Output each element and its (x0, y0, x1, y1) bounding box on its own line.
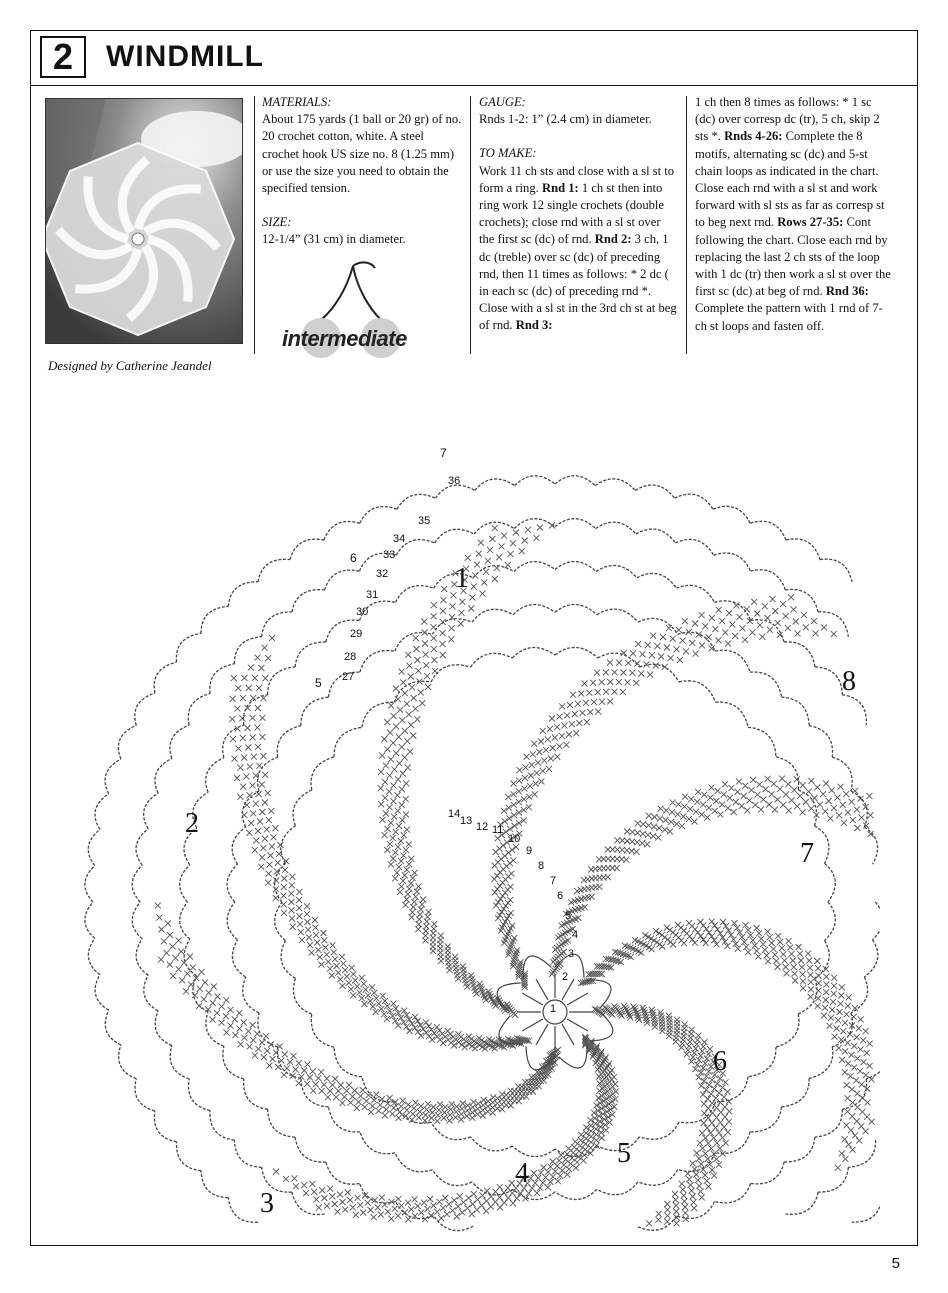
chain-loop (595, 479, 635, 491)
chain-loop (471, 653, 513, 667)
chain-loop (639, 1122, 679, 1139)
chain-loop (234, 1140, 261, 1167)
chain-loop (555, 604, 597, 614)
chain-loop (290, 539, 324, 559)
chain-loop (514, 519, 555, 529)
chain-loop (851, 791, 867, 827)
chain-loop (815, 941, 830, 979)
chain-loop (435, 529, 475, 543)
chain-loop (637, 573, 677, 588)
chain-loop (715, 650, 750, 672)
rnd2-label: Rnd 2: (594, 232, 632, 247)
chain-loop (188, 694, 210, 726)
chain-loop (818, 1167, 848, 1192)
chain-loop (864, 827, 877, 864)
chain-loop (295, 642, 326, 667)
chain-loop (825, 902, 836, 941)
chain-loop (201, 606, 228, 633)
chain-loop (784, 1137, 815, 1162)
chain-loop (514, 562, 555, 572)
column-divider (470, 96, 471, 354)
chain-loop (295, 1137, 326, 1162)
chain-loop (513, 605, 555, 615)
chain-loop (228, 1198, 258, 1223)
loop-size-label: 5 (315, 676, 322, 690)
chain-loop (136, 939, 148, 975)
chain-loop (228, 582, 258, 607)
chain-loop (223, 725, 244, 758)
loop-size-label: 7 (440, 446, 447, 460)
chain-loop (362, 702, 395, 727)
chain-loop (268, 1109, 295, 1137)
page-header (30, 30, 918, 86)
center-stitch (567, 993, 588, 1005)
chain-loop (311, 757, 334, 790)
difficulty-level: intermediate (282, 326, 407, 351)
chain-loop (135, 1079, 155, 1111)
chain-loop (716, 702, 749, 727)
doily-photo (45, 98, 243, 344)
chain-loop (180, 865, 190, 902)
round-number: 34 (393, 533, 406, 545)
motif-number: 7 (800, 838, 814, 869)
to-make-heading: TO MAKE: (479, 146, 537, 161)
round-number: 7 (550, 875, 557, 887)
chain-loop (144, 975, 158, 1011)
round-number: 1 (550, 1003, 557, 1015)
instructions-column-2 (695, 94, 895, 335)
chain-loop (268, 667, 295, 695)
chain-loop (334, 727, 362, 757)
chain-loop (809, 726, 832, 758)
round-number: 6 (557, 890, 564, 902)
chain-loop (597, 1182, 638, 1195)
chain-loop (244, 1079, 268, 1109)
motif-number: 8 (842, 666, 856, 697)
chain-loop (118, 725, 136, 759)
center-stitch (567, 1019, 588, 1031)
gauge-heading: GAUGE: (479, 95, 526, 109)
chain-loop (431, 1122, 471, 1140)
chain-loop (825, 863, 836, 902)
chain-loop (815, 667, 842, 695)
chain-loop (832, 757, 852, 791)
chain-loop (676, 585, 714, 602)
chain-loop (334, 1047, 362, 1077)
round-number: 33 (383, 549, 396, 561)
chain-loop (751, 570, 786, 590)
round-number: 10 (508, 833, 521, 845)
chain-loop (329, 1107, 361, 1132)
round-number: 35 (418, 515, 431, 527)
chain-loop (598, 653, 640, 667)
chain-loop (864, 940, 878, 977)
chain-loop (555, 1189, 597, 1199)
chain-loop (714, 553, 751, 571)
chain-loop (851, 977, 868, 1013)
chain-loop (277, 726, 301, 758)
chain-loop (597, 609, 638, 622)
chain-loop (713, 506, 750, 523)
chain-loop (281, 826, 296, 864)
chain-loop (432, 619, 472, 635)
rnds4-step: Complete the 8 motifs, alternating sc (dc) and 5-st chain loops as indicated in the chart. Close each rnd with a sl st and work forward with sl sts as far as corresp st to beg next rnd. (695, 129, 885, 230)
chain-loop (782, 697, 810, 726)
center-stitch (562, 1024, 574, 1045)
chain-loop (223, 1046, 244, 1079)
round-number: 31 (366, 589, 379, 601)
chain-loop (135, 693, 155, 725)
rnd2-step: 3 ch, 1 dc (treble) over sc (dc) of preceding rnd, then 11 times as follows: * 2 dc ( in each sc (dc) of preceding rnd *. Close with a sl st in the 3rd ch st at beg of rnd. (479, 232, 677, 333)
instructions-column-1 (479, 94, 679, 335)
chain-loop (201, 1171, 228, 1198)
chain-loop (512, 1146, 555, 1157)
materials-column (262, 94, 462, 249)
center-stitch (522, 993, 543, 1005)
chain-loop (751, 1162, 785, 1184)
motif-number: 3 (260, 1188, 274, 1219)
chain-loop (360, 651, 395, 673)
chain-loop (119, 1045, 137, 1079)
materials-heading: MATERIALS: (262, 95, 332, 109)
rows27-step: Cont following the chart. Close each rnd by replacing the last 2 ch sts of the loop with 1 dc (tr) then work a sl st over the first sc (dc) at beg of rnd. (695, 215, 891, 299)
page-number: 5 (891, 1255, 900, 1272)
crochet-chart (60, 372, 880, 1232)
gauge-text: Rnds 1-2: 1” (2.4 cm) in diameter. (479, 112, 652, 127)
chain-loop (95, 794, 109, 830)
chain-loop (750, 521, 786, 540)
chain-loop (434, 1216, 474, 1231)
chain-loop (515, 476, 555, 486)
chain-loop (170, 725, 189, 758)
column-divider (686, 96, 687, 354)
motif-number: 1 (455, 563, 469, 594)
materials-text: About 175 yards (1 ball or 20 gr) of no. 20 crochet cotton, white. A steel crochet hook US size no. 8 (1.25 mm) or use the size you need to obtain the specified tension. (262, 112, 462, 196)
chain-loop (360, 1132, 395, 1154)
chain-loop (234, 637, 261, 664)
chain-loop (395, 1153, 433, 1172)
center-stitch (536, 1024, 548, 1045)
size-text: 12-1/4” (31 cm) in diameter. (262, 232, 406, 247)
chain-loop (555, 519, 596, 529)
chain-loop (397, 494, 435, 509)
chain-loop (596, 522, 636, 534)
rnd1-step: 1 ch st then into ring work 12 single crochets (double crochets); close rnd with a sl st over the first sc (dc) of rnd. (479, 180, 665, 247)
doily-photo-image (46, 99, 243, 344)
chain-loop (555, 561, 596, 571)
chain-loop (635, 485, 674, 498)
chain-loop (360, 507, 397, 524)
chain-loop (636, 529, 676, 543)
chain-loop (258, 559, 290, 581)
chain-loop (85, 866, 95, 902)
chain-loop (820, 559, 852, 582)
chain-loop (232, 940, 245, 977)
chain-loop (782, 1078, 810, 1107)
round-number: 32 (376, 568, 389, 580)
motif-number: 4 (515, 1158, 529, 1189)
chain-loop (555, 647, 598, 658)
column-divider (254, 96, 255, 354)
round-number: 5 (565, 910, 572, 922)
chain-loop (785, 589, 818, 611)
loop-size-label: 6 (350, 551, 357, 565)
rnd1-label: Rnd 1: (541, 180, 579, 195)
chain-loop (210, 1111, 234, 1141)
chain-loop (784, 642, 815, 667)
chain-loop (325, 570, 360, 590)
round-number: 11 (492, 824, 504, 836)
round-number: 28 (344, 651, 357, 663)
rnd3-label: Rnd 3: (515, 318, 553, 333)
round-number: 27 (342, 671, 355, 683)
chain-loop (748, 727, 776, 757)
chain-loop (750, 1107, 782, 1132)
rows27-label: Rows 27-35: (777, 215, 844, 230)
chain-loop (262, 612, 292, 637)
chain-loop (852, 1198, 880, 1223)
chain-loop (842, 695, 866, 725)
chain-loop (154, 662, 176, 693)
chain-loop (472, 609, 513, 622)
motif-number: 2 (185, 808, 199, 839)
chain-loop (324, 522, 360, 540)
chain-loop (555, 476, 595, 486)
size-heading: SIZE: (262, 215, 292, 230)
intro-step: Work 11 ch sts and close with a sl st to form a ring. (479, 163, 675, 195)
center-petal (587, 980, 611, 1008)
chain-loop (638, 618, 678, 634)
round-number: 8 (538, 860, 545, 872)
round-number: 36 (448, 475, 461, 487)
chain-loop (751, 620, 785, 642)
round-number: 9 (526, 845, 533, 857)
chain-loop (155, 1011, 172, 1046)
chain-loop (170, 1046, 189, 1079)
chain-loop (815, 1109, 842, 1137)
chain-loop (292, 590, 325, 612)
chain-loop (435, 485, 474, 498)
chain-loop (176, 633, 201, 662)
chain-loop (512, 648, 555, 658)
motif-number: 6 (713, 1046, 727, 1077)
instructions-text-a (479, 163, 679, 335)
rnd36-step: Complete the pattern with 1 rnd of 7- ch st loops and fasten off. (695, 301, 883, 333)
chain-loop (132, 902, 142, 939)
designer-credit: Designed by Catherine Jeandel (48, 358, 212, 373)
chain-loop (809, 1047, 833, 1079)
chain-loop (873, 902, 881, 940)
chain-loop (85, 902, 95, 938)
chain-loop (136, 829, 148, 865)
center-stitch (536, 979, 548, 1000)
chain-loop (105, 1010, 121, 1045)
chain-loop (815, 826, 829, 864)
round-number: 3 (568, 948, 575, 960)
chain-loop (786, 539, 820, 560)
round-number: 12 (476, 821, 489, 833)
pattern-title: WINDMILL (106, 40, 264, 73)
chain-loop (95, 975, 109, 1011)
round-number: 4 (572, 929, 579, 941)
chain-loop (210, 664, 235, 694)
chain-loop (638, 1170, 678, 1186)
chain-loop (88, 938, 100, 974)
chain-loop (281, 941, 295, 979)
chain-loop (177, 1142, 202, 1171)
round-number: 29 (350, 628, 363, 640)
chain-loop (432, 1170, 472, 1186)
chain-loop (227, 902, 237, 940)
rnds4-label: Rnds 4-26: (724, 129, 783, 144)
chain-loop (675, 494, 713, 509)
rnd36-label: Rnd 36: (825, 284, 869, 299)
chain-loop (301, 697, 329, 726)
chain-loop (206, 758, 224, 793)
pattern-number: 2 (40, 36, 86, 78)
chain-loop (848, 1140, 875, 1167)
chain-loop (715, 1184, 751, 1203)
chain-loop (475, 479, 515, 490)
chain-loop (154, 1111, 176, 1142)
chain-loop (180, 902, 190, 939)
round-number: 2 (562, 971, 569, 983)
chain-loop (785, 1192, 818, 1214)
chain-loop (776, 1014, 799, 1047)
chain-loop (105, 759, 121, 794)
chain-loop (326, 1162, 360, 1184)
chain-loop (232, 827, 246, 864)
chain-loop (88, 829, 100, 865)
chain-loop (748, 1047, 776, 1077)
chain-loop (189, 1079, 211, 1111)
chain-loop (750, 672, 782, 697)
motif-number: 5 (617, 1138, 631, 1169)
rnd3-step: 1 ch then 8 times as follows: * 1 sc (dc) over corresp dc (tr), 5 ch, skip 2 sts *. (695, 95, 880, 144)
chain-loop (471, 1137, 513, 1151)
chain-loop (155, 758, 172, 793)
center-stitch (522, 1019, 543, 1031)
chain-loop (293, 790, 312, 826)
chain-loop (675, 539, 713, 555)
chain-loop (293, 978, 311, 1014)
round-number: 30 (356, 606, 369, 618)
chain-loop (639, 664, 679, 682)
chain-loop (311, 1014, 334, 1047)
chain-loop (227, 864, 237, 902)
round-number: 13 (460, 815, 473, 827)
chain-loop (243, 977, 259, 1013)
chain-loop (144, 793, 158, 829)
chain-loop (396, 586, 434, 603)
round-number: 14 (448, 808, 461, 820)
chain-loop (596, 565, 637, 577)
chain-loop (275, 902, 286, 941)
chain-loop (132, 865, 142, 902)
chain-loop (679, 681, 716, 702)
